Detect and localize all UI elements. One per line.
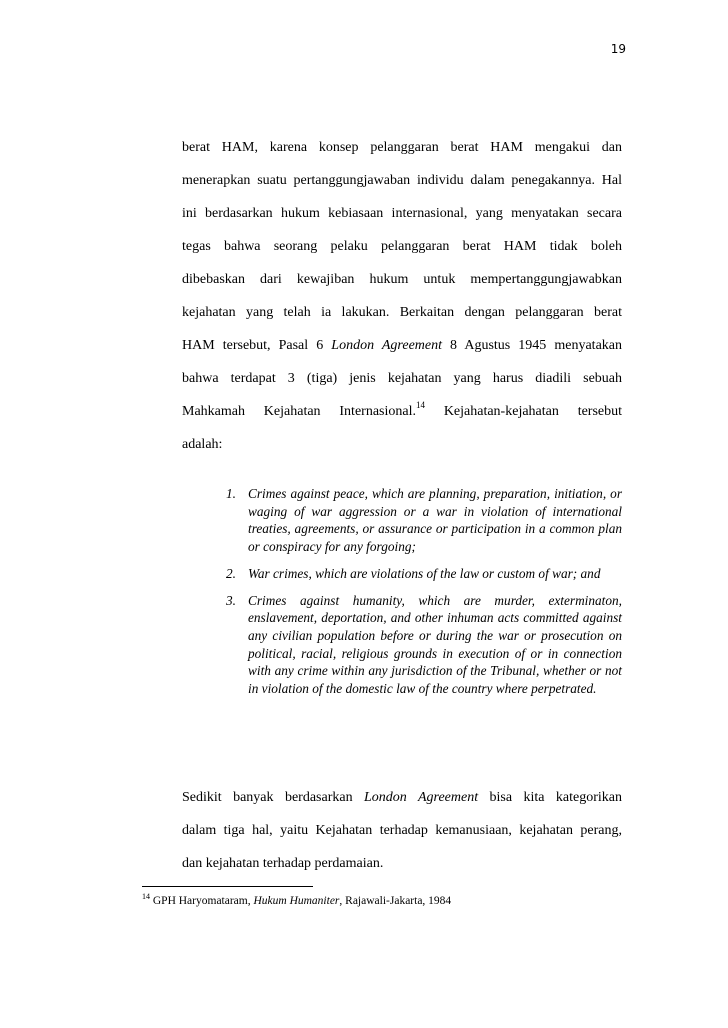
paragraph-line: ini berdasarkan hukum kebiasaan internasional, yang menyatakan secara <box>182 206 622 221</box>
paragraph-line: adalah: <box>182 437 223 452</box>
text-span: Mahkamah Kejahatan Internasional. <box>182 404 416 419</box>
footnote-divider <box>142 886 313 887</box>
paragraph-line: tegas bahwa seorang pelaku pelanggaran berat HAM tidak boleh <box>182 239 622 254</box>
paragraph-line <box>182 400 623 420</box>
list-item <box>226 565 622 583</box>
footnote-reference: 14 <box>415 400 425 410</box>
italic-term: London Agreement <box>331 338 442 353</box>
list-number: 1. <box>226 486 236 501</box>
text-span: Kejahatan-kejahatan tersebut <box>424 404 623 419</box>
paragraph-line: dibebaskan dari kewajiban hukum untuk mempertanggungjawabkan <box>182 272 622 287</box>
paragraph-line: bahwa terdapat 3 (tiga) jenis kejahatan yang harus diadili sebuah <box>182 371 622 386</box>
text-span: Sedikit banyak berdasarkan <box>182 790 364 805</box>
paragraph-line: berat HAM, karena konsep pelanggaran berat HAM mengakui dan <box>182 140 622 155</box>
text-span: HAM tersebut, Pasal 6 <box>182 338 332 353</box>
footnote-number: 14 <box>142 892 150 901</box>
list-number: 3. <box>226 592 236 608</box>
paragraph-line: dalam tiga hal, yaitu Kejahatan terhadap kemanusiaan, kejahatan perang, <box>182 823 622 838</box>
list-text: War crimes, which are violations of the law or custom of war; and <box>248 565 601 581</box>
list-text: Crimes against humanity, which are murder, exterminaton, enslavement, deportation, and other inhuman acts committed against any civilian population before or during the war or prosecution on political, racial, religious grounds in execution of or in connection with any crime within any jurisdiction of the Tribunal, whether or not in violation of the domestic law of the country where perpetrated. <box>248 592 622 697</box>
footnote-author: GPH Haryomataram, <box>150 895 254 907</box>
paragraph-line: dan kejahatan terhadap perdamaian. <box>182 856 384 871</box>
footnote <box>142 894 622 908</box>
page-number: 19 <box>610 42 626 56</box>
text-span: bisa kita kategorikan <box>478 790 622 805</box>
italic-term: London Agreement <box>364 790 479 805</box>
quote-list <box>226 485 622 707</box>
list-text: Crimes against peace, which are planning, preparation, initiation, or waging of war aggression or a war in violation of international treaties, agreements, or assurance or participation in a common plan or conspiracy for any forgoing; <box>248 486 622 555</box>
paragraph-line <box>182 337 622 354</box>
paragraph-line: menerapkan suatu pertanggungjawaban individu dalam penegakannya. Hal <box>182 173 622 188</box>
paragraph-line: kejahatan yang telah ia lakukan. Berkaitan dengan pelanggaran berat <box>182 305 622 320</box>
list-item <box>226 485 622 556</box>
list-item <box>226 592 622 698</box>
footnote-title: Hukum Humaniter <box>253 895 340 907</box>
footnote-publisher: , Rajawali-Jakarta, 1984 <box>339 895 452 907</box>
paragraph-line <box>182 789 622 806</box>
list-number: 2. <box>226 565 236 581</box>
text-span: 8 Agustus 1945 menyatakan <box>442 338 622 353</box>
